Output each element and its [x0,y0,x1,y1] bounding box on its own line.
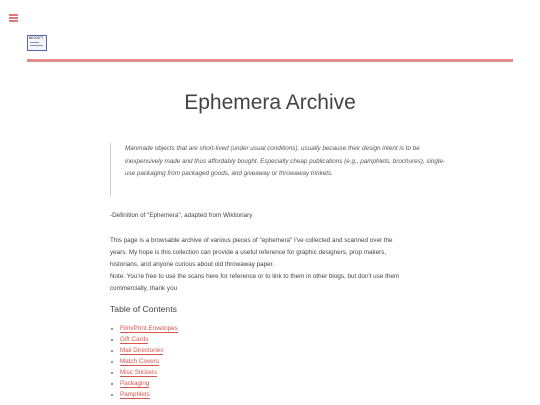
logo-decoration-line [30,42,39,43]
intro-paragraph [110,235,399,295]
intro-line: This page is a browsable archive of various pieces of "ephemera" I've collected and scanned over the [110,237,393,244]
logo-decoration-line [30,45,43,46]
toc-link-misc-stickers[interactable]: Misc Stickers [120,369,158,376]
page-title: Ephemera Archive [184,91,356,114]
logo-text: WDISOFT [29,36,44,40]
toc-link-mail-directories[interactable]: Mail Directories [120,347,164,354]
toc-item [110,389,178,400]
header-divider [27,59,513,62]
toc-link-gift-cards[interactable]: Gift Cards [120,336,149,343]
toc-link-pamphlets[interactable]: Pamphlets [120,391,150,398]
intro-line: years. My hope is this collection can provide a useful reference for graphic designers, prop makers, [110,249,387,256]
definition-quote: Manmade objects that are short-lived (under usual conditions), usually because their design intent is to be inexpensively made and thus affordably bought. Especially cheap publications (e.g., pamphlets, brochures), single-use packaging from packaged goods, and giveaway or throwaway trinkets. [110,143,455,196]
quote-attribution: -Definition of "Ephemera", adapted from Wiktionary [110,212,253,219]
toc-item [110,345,178,356]
toc-item [110,334,178,345]
intro-line: historians, and anyone curious about old throwaway paper. [110,261,275,268]
site-logo[interactable] [27,35,47,51]
toc-link-film-print-envelopes[interactable]: Film/Print Envelopes [120,325,178,332]
toc-item [110,356,178,367]
toc-item [110,323,178,334]
hamburger-menu-icon[interactable] [9,14,18,22]
toc-item [110,367,178,378]
note-line: commercially, thank you [110,285,178,292]
toc-list [110,323,178,400]
toc-heading: Table of Contents [110,304,177,314]
toc-item [110,378,178,389]
note-line: Note: You're free to use the scans here for reference or to link to them in other blogs, but don't use them [110,273,400,280]
toc-link-match-covers[interactable]: Match Covers [120,358,159,365]
toc-link-packaging[interactable]: Packaging [120,380,150,387]
